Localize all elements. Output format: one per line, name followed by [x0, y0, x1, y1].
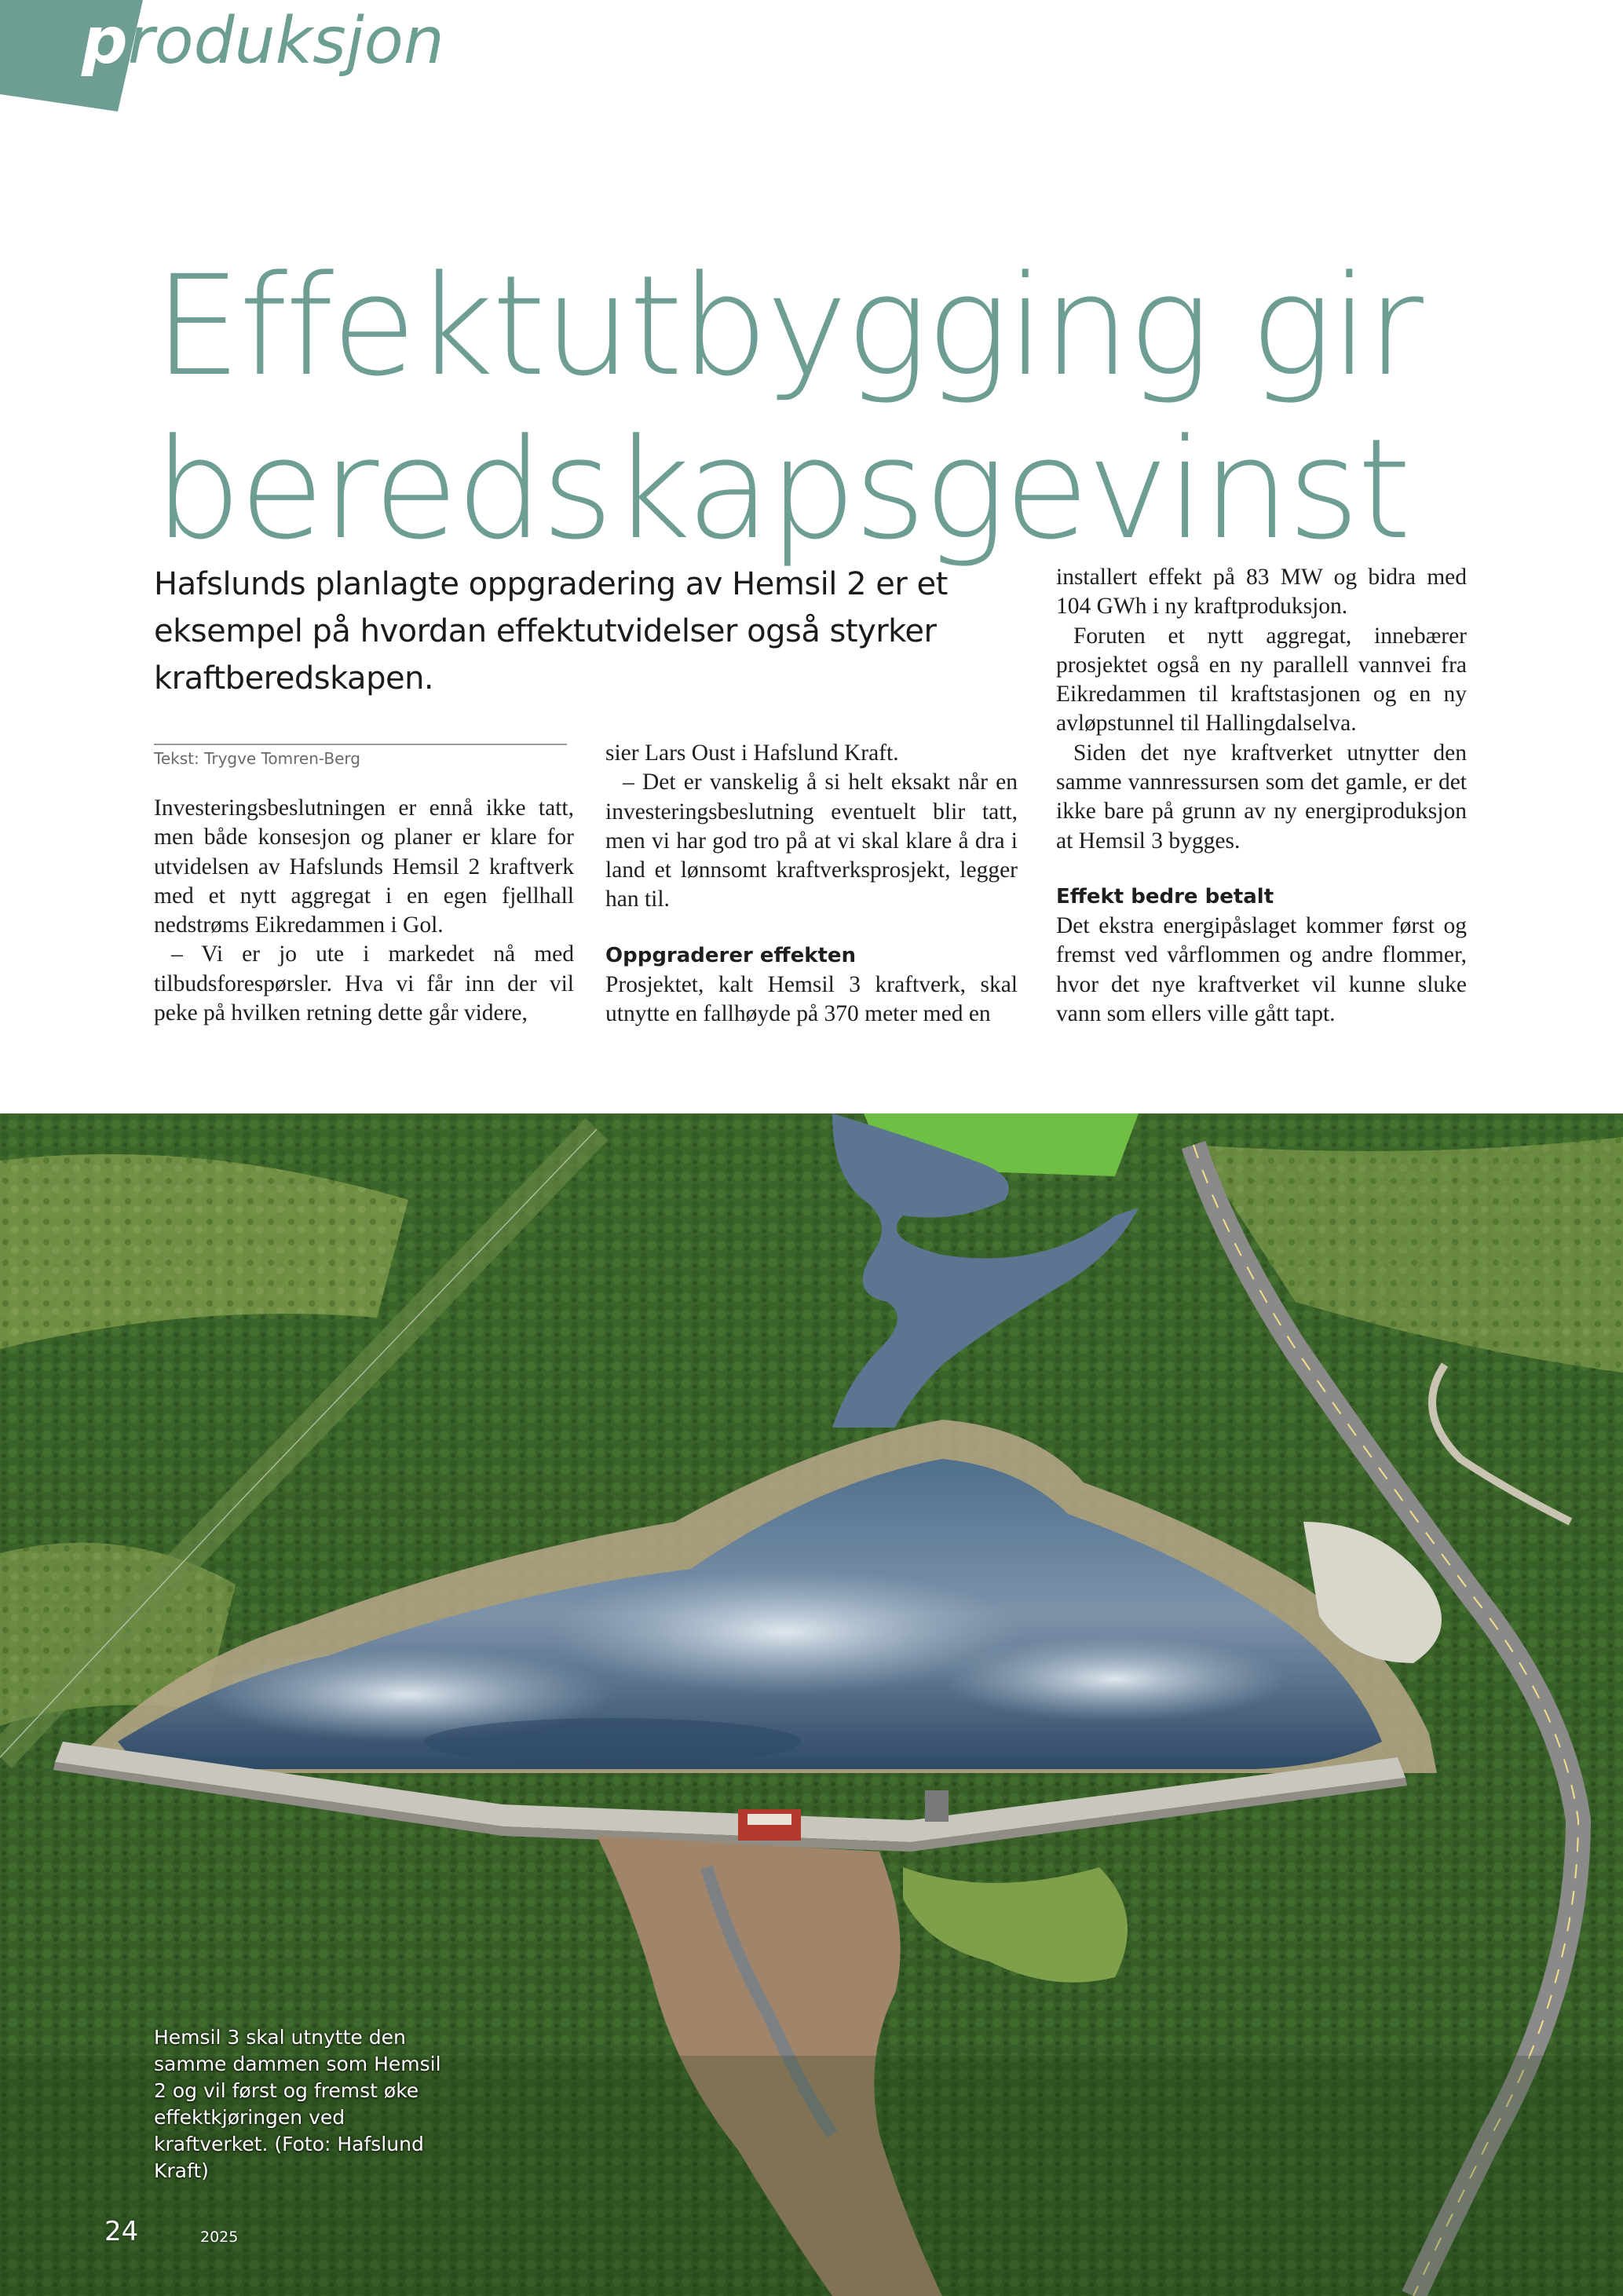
- body-paragraph: installert effekt på 83 MW og bidra med 104 GWh i ny kraftproduksjon.: [1056, 565, 1467, 620]
- byline: Tekst: Trygve Tomren-Berg: [154, 749, 360, 768]
- headline-line-1: Effektutbygging gir: [154, 246, 1421, 407]
- body-paragraph: Det ekstra energipåslaget kommer først og fremst ved vårflommen og andre flommer, hvor det nye kraftverket vil kunne sluke vann som ellers ville gått tapt.: [1056, 912, 1467, 1026]
- subheading: Oppgraderer effekten: [605, 943, 857, 967]
- section-label-initial: p: [82, 4, 128, 79]
- headline-line-2: beredskapsgevinst: [154, 409, 1409, 570]
- byline-divider: [154, 744, 567, 745]
- body-column-3: [1056, 563, 1467, 1029]
- subheading: Effekt bedre betalt: [1056, 884, 1274, 909]
- section-label: [82, 4, 444, 79]
- page-number: 24: [104, 2216, 139, 2247]
- body-column-1: [154, 794, 574, 1028]
- body-paragraph: sier Lars Oust i Hafslund Kraft.: [605, 740, 899, 766]
- body-paragraph: Foruten et nytt aggregat, innebærer prosjektet også en ny parallell vannvei fra Eikredammen til kraftstasjonen og en ny avløpstunnel til Hallingdalselva.: [1056, 623, 1467, 737]
- body-paragraph: Investeringsbeslutningen er ennå ikke tatt, men både konsesjon og planer er klare for utvidelsen av Hafslunds Hemsil 2 kraftverk med et nytt aggregat i en egen fjellhall nedstrøms Eikredammen i Gol.: [154, 795, 574, 938]
- paragraph-gap: [605, 915, 1018, 941]
- body-paragraph: Siden det nye kraftverket utnytter den samme vannressursen som det gamle, er det ikke bare på grunn av ny energiproduksjon at Hemsil 3 bygges.: [1056, 740, 1467, 854]
- body-paragraph: – Det er vanskelig å si helt eksakt når en investeringsbeslutning eventuelt blir tatt, men vi har god tro på at vi skal klare å dra i land et lønnsomt kraftverksprosjekt, legger han til.: [605, 770, 1018, 912]
- body-column-2: [605, 739, 1018, 1029]
- photo-caption: Hemsil 3 skal utnytte den samme dammen som Hemsil 2 og vil først og fremst øke effektkjøringen ved kraftverket. (Foto: Hafslund Kraft): [154, 2026, 441, 2182]
- paragraph-gap: [1056, 856, 1467, 883]
- section-label-rest: roduksjon: [127, 4, 444, 79]
- article-headline: [154, 245, 1489, 572]
- body-paragraph: – Vi er jo ute i markedet nå med tilbudsforespørsler. Hva vi får inn der vil peke på hvilken retning dette går videre,: [154, 941, 574, 1026]
- body-paragraph: Prosjektet, kalt Hemsil 3 kraftverk, skal utnytte en fallhøyde på 370 meter med en: [605, 971, 1018, 1027]
- issue-year: 2025: [200, 2228, 239, 2246]
- article-lead: Hafslunds planlagte oppgradering av Hemsil 2 er et eksempel på hvordan effektutvidelser også styrker kraftberedskapen.: [154, 566, 948, 696]
